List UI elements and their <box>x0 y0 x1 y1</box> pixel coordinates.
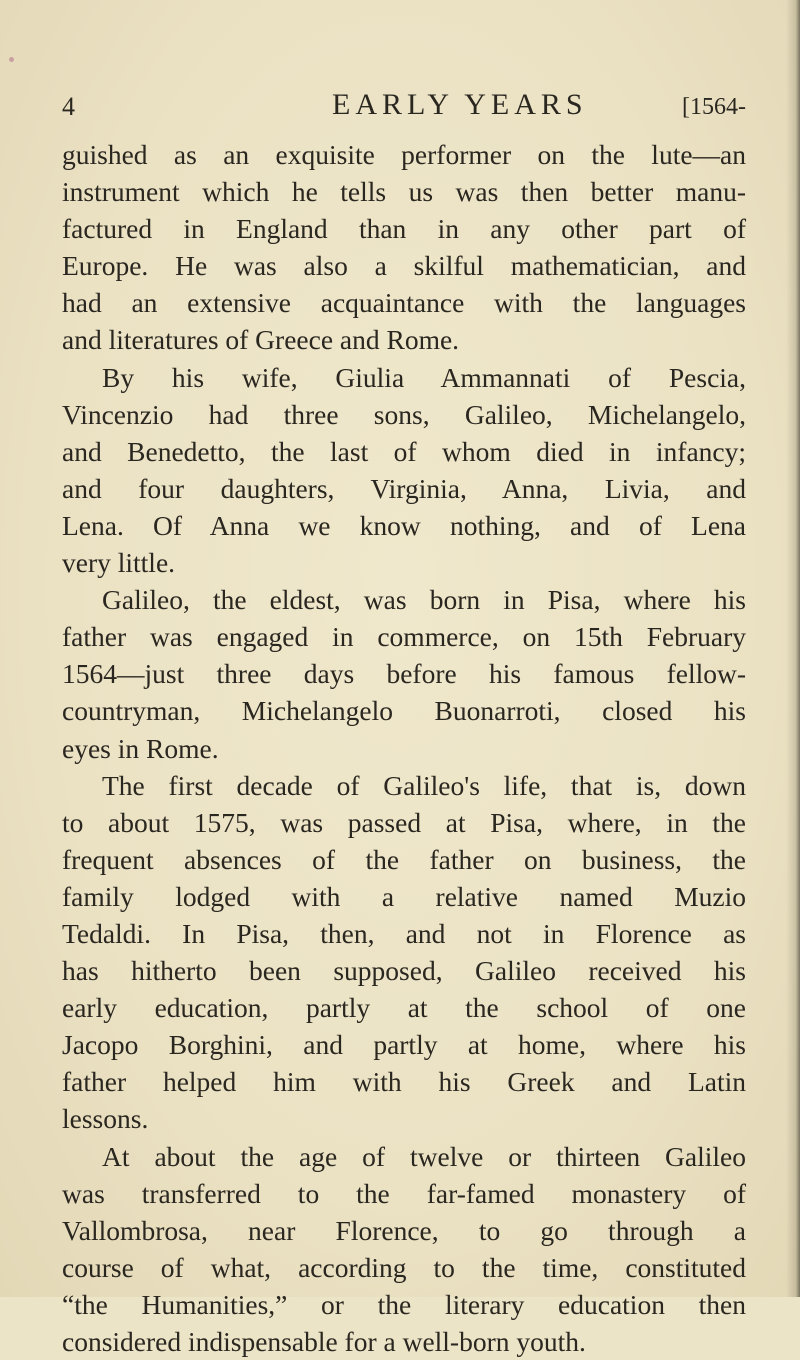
text-line: Jacopo Borghini, and partly at home, where his <box>62 1029 746 1061</box>
text-line: and literatures of Greece and Rome. <box>62 324 460 356</box>
text-line: “the Humanities,” or the literary education then <box>62 1288 746 1320</box>
text-line: was transferred to the far-famed monastery of <box>62 1177 746 1209</box>
text-line: to about 1575, was passed at Pisa, where, in the <box>62 806 746 838</box>
text-line: Tedaldi. In Pisa, then, and not in Florence as <box>62 917 746 949</box>
text-line: Vallombrosa, near Florence, to go through a <box>62 1214 746 1246</box>
text-line: 1564—just three days before his famous fellow- <box>62 658 746 690</box>
text-line: and Benedetto, the last of whom died in infancy; <box>62 435 746 467</box>
body-text <box>62 136 746 1360</box>
text-line: father helped him with his Greek and Latin <box>62 1066 746 1098</box>
page-edge-shadow <box>786 0 800 1297</box>
text-line: eyes in Rome. <box>62 732 219 764</box>
page-number: 4 <box>62 92 75 121</box>
text-line: countryman, Michelangelo Buonarroti, closed his <box>62 695 746 727</box>
text-line: Galileo, the eldest, was born in Pisa, where his <box>102 584 746 616</box>
text-line: factured in England than in any other part of <box>62 213 746 245</box>
text-line: and four daughters, Virginia, Anna, Livia, and <box>62 472 746 504</box>
paper-stain <box>9 57 14 62</box>
text-line: frequent absences of the father on business, the <box>62 843 746 875</box>
text-line: Lena. Of Anna we know nothing, and of Lena <box>62 509 746 541</box>
text-line: father was engaged in commerce, on 15th February <box>62 621 746 653</box>
text-line: course of what, according to the time, constituted <box>62 1251 746 1283</box>
text-line: At about the age of twelve or thirteen Galileo <box>102 1140 746 1172</box>
text-line: instrument which he tells us was then better manu- <box>62 176 746 208</box>
text-line: had an extensive acquaintance with the languages <box>62 287 746 319</box>
text-line: The first decade of Galileo's life, that is, down <box>102 769 746 801</box>
text-line: has hitherto been supposed, Galileo received his <box>62 955 746 987</box>
text-line: early education, partly at the school of one <box>62 992 746 1024</box>
text-line: family lodged with a relative named Muzio <box>62 880 746 912</box>
text-line: lessons. <box>62 1103 149 1135</box>
date-marker: [1564- <box>682 94 746 120</box>
page-header <box>62 88 746 128</box>
text-line: considered indispensable for a well-born youth. <box>62 1326 586 1357</box>
text-line: Vincenzio had three sons, Galileo, Michelangelo, <box>62 398 746 430</box>
text-line: very little. <box>62 547 176 579</box>
running-title: EARLY YEARS <box>332 88 588 121</box>
text-line: Europe. He was also a skilful mathematician, and <box>62 250 746 282</box>
text-line: guished as an exquisite performer on the lute—an <box>62 139 746 170</box>
text-line: By his wife, Giulia Ammannati of Pescia, <box>102 361 746 393</box>
